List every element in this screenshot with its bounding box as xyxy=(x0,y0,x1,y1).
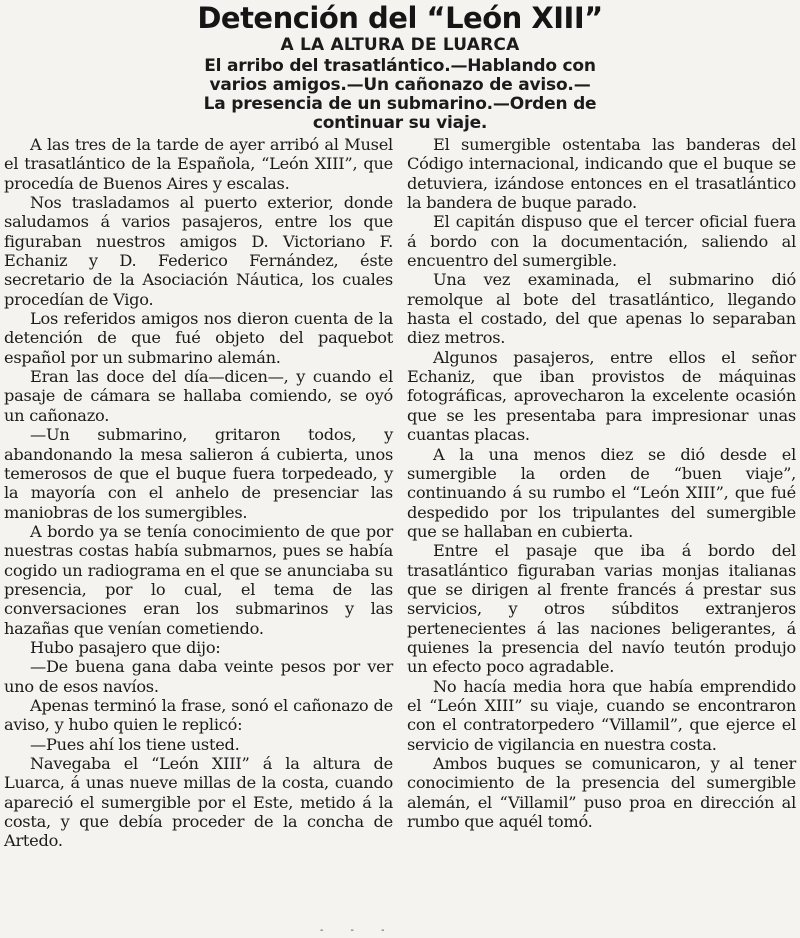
right-column xyxy=(407,135,796,851)
left-column xyxy=(4,135,393,851)
left-paragraph-7: Hubo pasajero que dijo: xyxy=(30,637,221,657)
article-headline: Detención del “León XIII” xyxy=(197,1,603,35)
left-paragraph-11: Navegaba el “León XIII” á la altura de Luarca, á unas nueve millas de la costa, cuando apareció el sumergible por el Este, metido á la costa, y que debía proceder de la concha de Artedo. xyxy=(4,754,393,851)
left-paragraph-9: Apenas terminó la frase, sonó el cañonazo de aviso, y hubo quien le replicó: xyxy=(4,695,393,735)
right-paragraph-2: El capitán dispuso que el tercer oficial fuera á bordo con la documentación, saliendo al encuentro del sumergible. xyxy=(407,212,796,271)
right-paragraph-8: Ambos buques se comunicaron, y al tener conocimiento de la presencia del sumergible alemán, el “Villamil” puso proa en dirección al rumbo que aquél tomó. xyxy=(407,754,796,832)
right-paragraph-7: No hacía media hora que había emprendido el “León XIII” su viaje, cuando se encontraron con el contratorpedero “Villamil”, que ejerce el servicio de vigilancia en nuestra costa. xyxy=(407,676,796,754)
left-paragraph-4: Eran las doce del día—dicen—, y cuando el pasaje de cámara se hallaba comiendo, se oyó un cañonazo. xyxy=(4,367,393,425)
right-paragraph-5: A la una menos diez se dió desde el sumergible la orden de “buen viaje”, continuando á su rumbo el “León XIII”, que fué despedido por los tripulantes del sumergible que se hallaban en cubierta. xyxy=(407,444,796,541)
left-paragraph-10: —Pues ahí los tiene usted. xyxy=(30,734,240,754)
article-body-columns xyxy=(4,135,796,851)
right-paragraph-4: Algunos pasajeros, entre ellos el señor Echaniz, que iban provistos de máquinas fotográficas, aprovecharon la excelente ocasión que se les presentaba para impresionar unas cuantas placas. xyxy=(407,347,796,445)
article-summary: El arribo del trasatlántico.—Hablando con varios amigos.—Un cañonazo de aviso.—La presencia de un submarino.—Orden de continuar su viaje. xyxy=(203,56,597,133)
right-paragraph-1: El sumergible ostentaba las banderas del Código internacional, indicando que el buque se detuviera, izándose entonces en el trasatlántico la bandera de buque parado. xyxy=(407,135,796,213)
right-paragraph-6: Entre el pasaje que iba á bordo del trasatlántico figuraban varias monjas italianas que se dirigen al frente francés á prestar sus servicios, y otros súbditos extranjeros pertenecientes á las naciones beligerantes, á quienes la presencia del navío teutón produjo un efecto poco agradable. xyxy=(407,541,796,677)
left-paragraph-8: —De buena gana daba veinte pesos por ver uno de esos navíos. xyxy=(4,657,393,696)
left-paragraph-1: A las tres de la tarde de ayer arribó al Musel el trasatlántico de la Española, “León XIII”, que procedía de Buenos Aires y escalas. xyxy=(4,135,393,193)
footer-ornament: ‑ ‑ ‑ xyxy=(320,925,397,936)
left-paragraph-5: —Un submarino, gritaron todos, y abandonando la mesa salieron á cubierta, unos temerosos de que el buque fuera torpedeado, y la mayoría con el anhelo de presenciar las maniobras de los sumergibles. xyxy=(4,425,393,522)
left-paragraph-3: Los referidos amigos nos dieron cuenta de la detención de que fué objeto del paquebot español por un submarino alemán. xyxy=(4,309,393,367)
left-paragraph-6: A bordo ya se tenía conocimiento de que por nuestras costas había submarnos, pues se había cogido un radiograma en el que se anunciaba su presencia, por lo cual, el tema de las conversaciones eran los submarinos y las hazañas que venían cometiendo. xyxy=(4,521,393,638)
article-subhead: A LA ALTURA DE LUARCA xyxy=(280,35,520,55)
right-paragraph-3: Una vez examinada, el submarino dió remolque al bote del trasatlántico, llegando hasta el costado, del que apenas lo separaban diez metros. xyxy=(407,270,796,348)
left-paragraph-2: Nos trasladamos al puerto exterior, donde saludamos á varios pasajeros, entre los que figuraban nuestros amigos D. Victoriano F. Echaniz y D. Federico Fernández, éste secretario de la Asociación Náutica, los cuales procedían de Vigo. xyxy=(4,193,393,309)
